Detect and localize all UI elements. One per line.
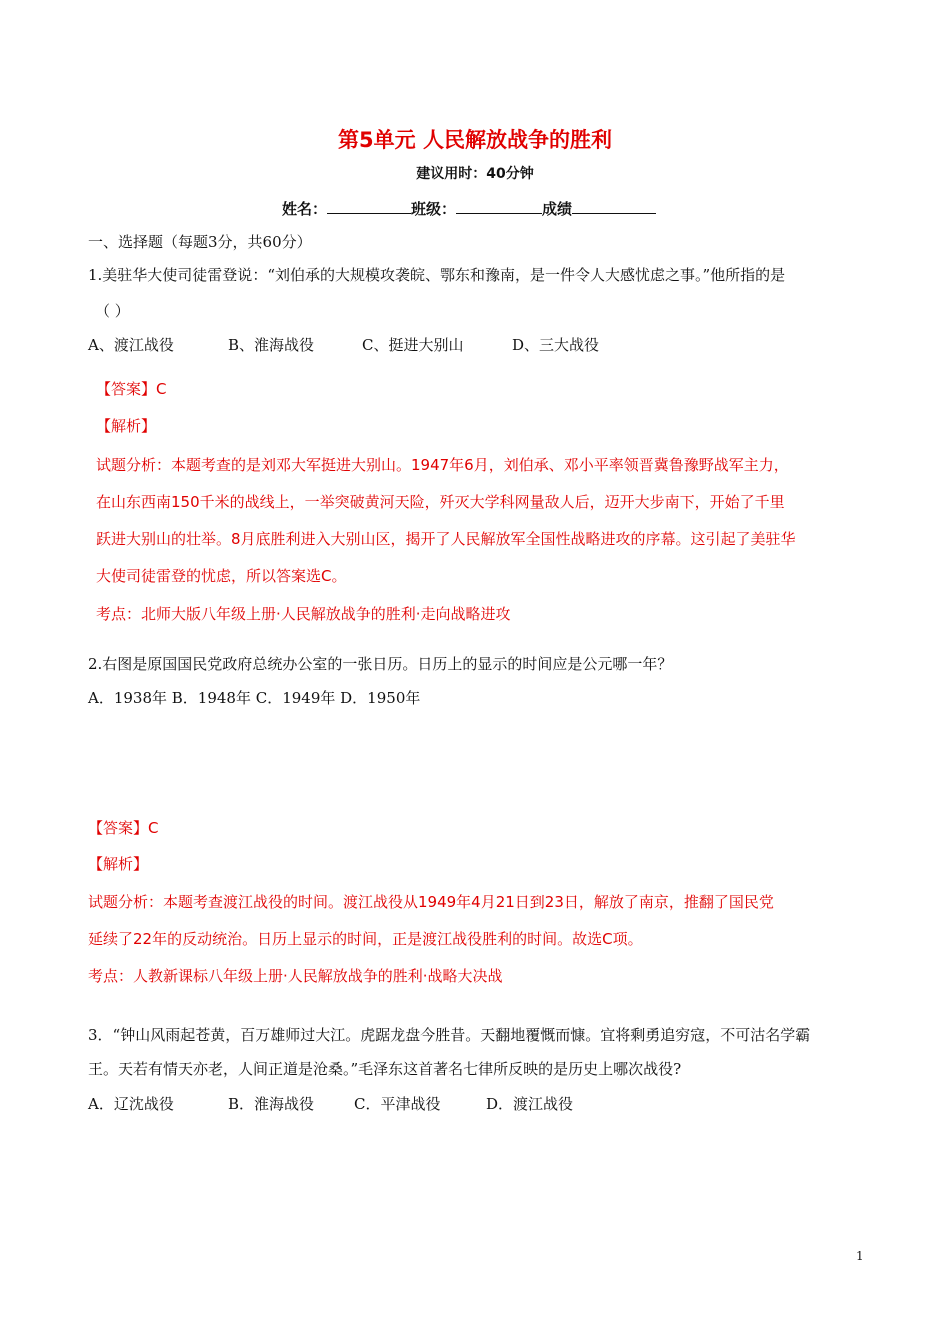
suggested-time: 建议用时：40分钟 (416, 166, 534, 182)
name-label: 姓名： (282, 200, 328, 218)
q2-point: 考点：人教新课标八年级上册·人民解放战争的胜利·战略大决战 (88, 967, 503, 985)
q2-analysis-line: 延续了22年的反动统治。日历上显示的时间，正是渡江战役胜利的时间。故选C项。 (88, 930, 643, 948)
q1-option-a: A、渡江战役 (88, 336, 174, 354)
q1-option-d: D、三大战役 (512, 336, 600, 354)
score-label: 成绩 (542, 200, 573, 218)
q1-analysis-line: 试题分析：本题考查的是刘邓大军挺进大别山。1947年6月，刘伯承、邓小平率领晋冀鲁豫野战军主力， (96, 456, 789, 474)
q3-stem-line: 王。天若有情天亦老，人间正道是沧桑。”毛泽东这首著名七律所反映的是历史上哪次战役? (88, 1060, 682, 1078)
page-title: 第5单元 人民解放战争的胜利 (338, 128, 612, 152)
name-blank (327, 198, 411, 214)
q3-option-d: D．渡江战役 (486, 1095, 574, 1113)
q2-analysis-line: 试题分析：本题考查渡江战役的时间。渡江战役从1949年4月21日到23日，解放了南京，推翻了国民党 (88, 893, 774, 911)
q1-analysis-label: 【解析】 (96, 417, 157, 435)
q1-point: 考点：北师大版八年级上册·人民解放战争的胜利·走向战略进攻 (96, 605, 511, 623)
q3-option-b: B．淮海战役 (228, 1095, 315, 1113)
q1-analysis-line: 大使司徒雷登的忧虑，所以答案选C。 (96, 567, 347, 585)
q3-stem-line: 3．“钟山风雨起苍黄，百万雄师过大江。虎踞龙盘今胜昔。天翻地覆慨而慷。宜将剩勇追穷寇，不可沽名学霸 (88, 1026, 811, 1044)
q1-option-b: B、淮海战役 (228, 336, 315, 354)
q2-stem: 2.右图是原国国民党政府总统办公室的一张日历。日历上的显示的时间应是公元哪一年？ (88, 655, 673, 673)
section-heading: 一、选择题（每题3分，共60分） (88, 233, 312, 251)
score-blank (572, 198, 656, 214)
q1-analysis-line: 在山东西南150千米的战线上，一举突破黄河天险，歼灭大学科网量敌人后，迈开大步南下，开始了千里 (96, 493, 785, 511)
q1-stem: 1.美驻华大使司徒雷登说：“刘伯承的大规模攻袭皖、鄂东和豫南，是一件令人大感忧虑之事。”他所指的是 (88, 266, 786, 284)
q2-options: A．1938年 B．1948年 C．1949年 D．1950年 (88, 689, 421, 707)
page-number: 1 (856, 1249, 864, 1263)
q3-option-a: A．辽沈战役 (88, 1095, 174, 1113)
q2-analysis-label: 【解析】 (88, 855, 149, 873)
q1-option-c: C、挺进大别山 (362, 336, 464, 354)
q3-option-c: C．平津战役 (354, 1095, 441, 1113)
class-label: 班级： (411, 200, 457, 218)
q1-bracket: （ ） (95, 302, 130, 320)
q1-analysis-line: 跃进大别山的壮举。8月底胜利进入大别山区，揭开了人民解放军全国性战略进攻的序幕。这引起了美驻华 (96, 530, 796, 548)
q2-answer: 【答案】C (88, 819, 159, 837)
student-info-line (282, 198, 656, 219)
q1-answer: 【答案】C (96, 380, 167, 398)
class-blank (456, 198, 542, 214)
